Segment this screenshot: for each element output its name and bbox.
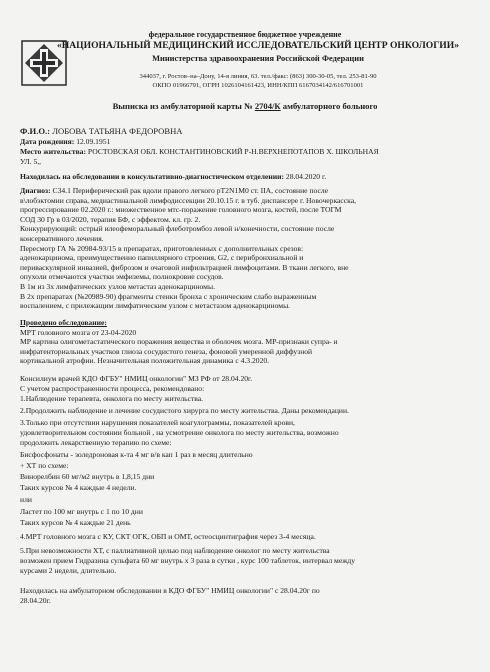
address-label: Место жительства: [20, 147, 87, 156]
diagnosis-line: консервативного лечения. [20, 234, 104, 243]
footer-line: Находилась на амбулаторном обследовании в КДО ФГБУ" НМИЦ онкологии" с 28.04.20г по [20, 586, 320, 595]
dob-label: Дата рождения: [20, 137, 75, 146]
recommendation-line: продолжить лекарственную терапию по схеме: [20, 438, 172, 447]
patient-fio-row [20, 126, 183, 136]
recommendation-line: С учетом распространенности процесса, рекомендовано: [20, 384, 205, 393]
fio-label: Ф.И.О.: [20, 126, 51, 136]
diagnosis-line: СОД 30 Гр в 03/2020, терапия БФ, с эффектом. кл. гр. 2. [20, 214, 201, 224]
patient-address-line1: РОСТОВСКАЯ ОБЛ. КОНСТАНТИНОВСКИЙ Р-Н.ВЕРХНЕПОТАПОВ Х. ШКОЛЬНАЯ [87, 147, 379, 156]
diagnosis-label: Диагноз: [20, 186, 51, 195]
diagnosis-text: С34.1 Периферический рак вдоли правого легкого рТ2N1М0 ст. IIА, состояние после [52, 186, 329, 195]
org-address: 344037, г. Ростов–на–Дону, 14-я линия, 63. тел./факс: (863) 300-30-05, тел. 253-81-90 [139, 73, 377, 80]
recommendation-line: возможен прием Гидразина сульфата 60 мг внутрь х 3 раза в сутки , курс 100 таблеток, интервал между [20, 556, 356, 565]
consult-date: 28.04.2020 г. [285, 172, 327, 181]
footer-line: 28.04.20г. [20, 596, 51, 605]
diagnosis-line: прогрессирование 02.2020 г.: множественное мтс-поражение головного мозга, костей, после ТОГМ [20, 205, 342, 215]
recommendation-line: 1.Наблюдение терапевта, онколога по месту жительства. [20, 394, 204, 403]
diagnosis-line: воспалением, с прилежащим лимфатическим узлом с метастазом аденокарциномы. [20, 301, 291, 311]
recommendation-line: 3.Только при отсутствии нарушения показателей коагулограммы, показателей крови, [20, 418, 295, 427]
recommendation-line: Таких курсов № 4 каждые 21 день [20, 518, 131, 527]
recommendation-line: курсами 2 недели, длительно. [20, 566, 117, 575]
patient-address-line2: УЛ. 5,, [20, 157, 42, 166]
recommendation-line: + ХТ по схеме: [20, 461, 69, 470]
recommendation-line: Ластет по 100 мг внутрь с 1 по 10 дни [20, 507, 143, 516]
diagnosis-line [20, 186, 328, 195]
ministry-name: Министерства здравоохранения Российской Федерации [152, 54, 364, 63]
diagnosis-line: Конкурирующий: острый илеофеморальный флеботромбоз левой н/конечности, состояние после [20, 224, 335, 234]
consult-label: Находилась на обследовании в консультативно-диагностическом отделении: [20, 172, 284, 181]
performed-line: МР картина олигометастатического поражения вещества и оболочек мозга. МР-признаки супра- и [20, 337, 338, 347]
diagnosis-line: опухоли отмечаются участки эмфиземы, полнокровие сосудов. [20, 272, 224, 282]
diagnosis-line: аденокарцинома, преимущественно папиллярного строения, G2, с перибронхиальной и [20, 253, 304, 263]
recommendation-line: Консилиум врачей КДО ФГБУ" НМИЦ онкологии" МЗ РФ от 28.04.20г. [20, 374, 253, 383]
performed-heading: Проведено обследование: [20, 318, 107, 327]
org-name: «НАЦИОНАЛЬНЫЙ МЕДИЦИНСКИЙ ИССЛЕДОВАТЕЛЬСКИЙ ЦЕНТР ОНКОЛОГИИ» [56, 40, 460, 51]
recommendation-line: Таких курсов № 4 каждые 4 недели. [20, 483, 137, 492]
diagnosis-line: В 1м из 3х лимфатических узлов метастаз аденокарциномы. [20, 282, 215, 291]
recommendation-line: 2.Продолжить наблюдение и лечение сосудистого хирурга по месту жительства. Даны рекомендации. [20, 406, 349, 415]
recommendation-line: Винорелбин 60 мг/м2 внутрь в 1,8,15 дни [20, 472, 155, 481]
recommendation-line: удовлетворительном состоянии больной , на усмотрение онколога по месту жительства, возможно [20, 428, 339, 437]
performed-line: инфратенториальных участков глиоза сосудистого генеза, фоновой умеренной диффузной [20, 346, 313, 356]
patient-dob: 12.09.1951 [76, 137, 111, 146]
diagnosis-line: Пересмотр ГА № 20984-93/15 в препаратах, приготовленных с дополнительных срезов: [20, 243, 304, 253]
patient-address-row [20, 147, 379, 156]
title-suffix: амбулаторного больного [282, 101, 378, 111]
patient-fio: ЛОБОВА ТАТЬЯНА ФЕДОРОВНА [52, 126, 183, 136]
diagnosis-line: в\лобэктомии справа, медиастинальной лимфодиссекции 20.10.15 г. в туб. диспансере г. Новочеркасска, [20, 195, 356, 205]
patient-dob-row [20, 137, 110, 146]
document-title [0, 101, 490, 111]
card-number: 2704/К [254, 101, 281, 111]
recommendation-line: или [20, 495, 32, 504]
recommendation-line: Бисфосфонаты - золедроновая к-та 4 мг в/в кап 1 раз в месяц длительно [20, 450, 253, 459]
diagnosis-line: периваскулярной инвазией, фиброзом и очаговой инфильтрацией лимфоцитами. В ткани легкого, вне [20, 262, 349, 272]
org-type: федеральное государственное бюджетное учреждение [148, 30, 342, 39]
recommendation-line: 4.МРТ головного мозга с КУ, СКТ ОГК, ОБП и ОМТ, остеосцинтиграфия через 3-4 месяца. [20, 532, 316, 541]
org-codes: ОКПО 01966791, ОГРН 1026104161423, ИНН/КПП 6167034142/616701001 [152, 82, 364, 89]
performed-line: МРТ головного мозга от 23-04-2020 [20, 327, 137, 337]
recommendation-line: 5.При невозможности ХТ, с паллиативной целью под наблюдение онколог по месту жительства [20, 546, 330, 555]
diagnosis-line: В 2х препаратах (№20989-90) фрагменты стенки бронха с хроническим слабо выраженным [20, 291, 317, 301]
performed-line: кортикальной атрофии. Незначительная положительная динамика с 4.3.2020. [20, 356, 270, 366]
title-prefix: Выписка из амбулаторной карты № [112, 101, 253, 111]
consult-row [20, 172, 326, 181]
